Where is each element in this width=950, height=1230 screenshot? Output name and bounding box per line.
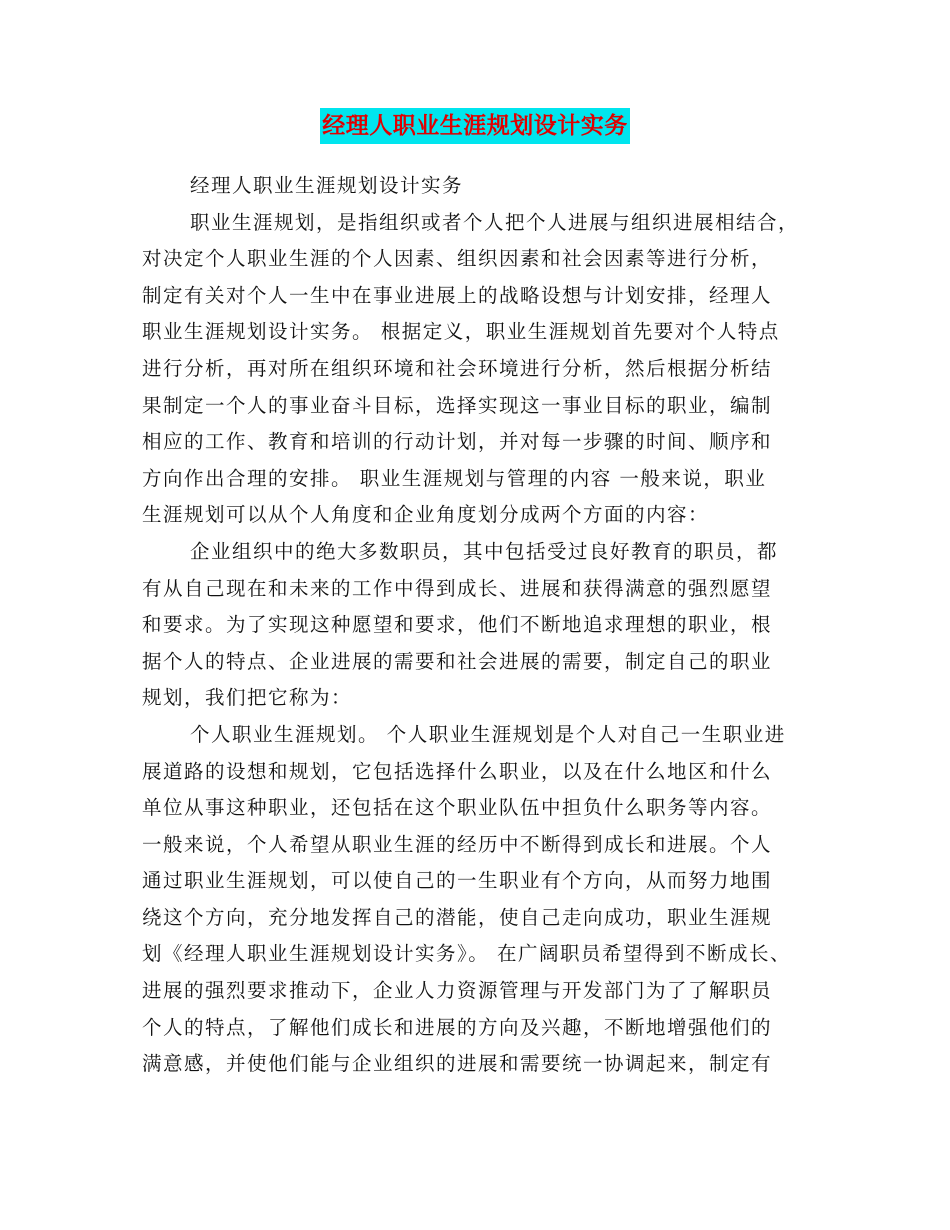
text-line: 和要求。为了实现这种愿望和要求，他们不断地追求理想的职业，根	[142, 613, 773, 637]
text-line: 绕这个方向，充分地发挥自己的潜能，使自己走向成功，职业生涯规	[142, 905, 773, 929]
text-line: 据个人的特点、企业进展的需要和社会进展的需要，制定自己的职业	[142, 649, 773, 673]
text-line: 生涯规划可以从个人角度和企业角度划分成两个方面的内容：	[142, 503, 710, 527]
document-body	[142, 168, 822, 1083]
text-line: 进展的强烈要求推动下，企业人力资源管理与开发部门为了了解职员	[142, 979, 773, 1003]
text-line: 展道路的设想和规划，它包括选择什么职业，以及在什么地区和什么	[142, 759, 773, 783]
text-line: 制定有关对个人一生中在事业进展上的战略设想与计划安排，经理人	[142, 283, 773, 307]
text-line: 划《经理人职业生涯规划设计实务》。 在广阔职员希望得到不断成长、	[142, 942, 791, 966]
title-wrap	[0, 108, 950, 144]
text-line: 规划，我们把它称为：	[142, 686, 353, 710]
text-line: 一般来说，个人希望从职业生涯的经历中不断得到成长和进展。个人	[142, 832, 773, 856]
text-line: 满意感，并使他们能与企业组织的进展和需要统一协调起来，制定有	[142, 1052, 773, 1076]
text-line: 单位从事这种职业，还包括在这个职业队伍中担负什么职务等内容。	[142, 796, 773, 820]
text-line: 有从自己现在和未来的工作中得到成长、进展和获得满意的强烈愿望	[142, 576, 773, 600]
text-line: 职业生涯规划设计实务。 根据定义，职业生涯规划首先要对个人特点	[142, 320, 780, 344]
text-line: 职业生涯规划，是指组织或者个人把个人进展与组织进展相结合，	[190, 210, 800, 234]
text-line: 经理人职业生涯规划设计实务	[190, 174, 464, 197]
text-line: 进行分析，再对所在组织环境和社会环境进行分析，然后根据分析结	[142, 356, 773, 380]
text-line: 通过职业生涯规划，可以使自己的一生职业有个方向，从而努力地围	[142, 869, 773, 893]
text-line: 果制定一个人的事业奋斗目标，选择实现这一事业目标的职业，编制	[142, 393, 773, 417]
text-line: 个人的特点，了解他们成长和进展的方向及兴趣，不断地增强他们的	[142, 1015, 773, 1039]
text-line: 企业组织中的绝大多数职员，其中包括受过良好教育的职员，都	[190, 539, 779, 563]
document-title: 经理人职业生涯规划设计实务	[320, 108, 630, 144]
text-line: 对决定个人职业生涯的个人因素、组织因素和社会因素等进行分析，	[142, 247, 773, 271]
text-line: 方向作出合理的安排。 职业生涯规划与管理的内容 一般来说，职业	[142, 466, 767, 490]
text-line: 个人职业生涯规划。 个人职业生涯规划是个人对自己一生职业进	[190, 722, 786, 746]
text-line: 相应的工作、教育和培训的行动计划，并对每一步骤的时间、顺序和	[142, 430, 773, 454]
